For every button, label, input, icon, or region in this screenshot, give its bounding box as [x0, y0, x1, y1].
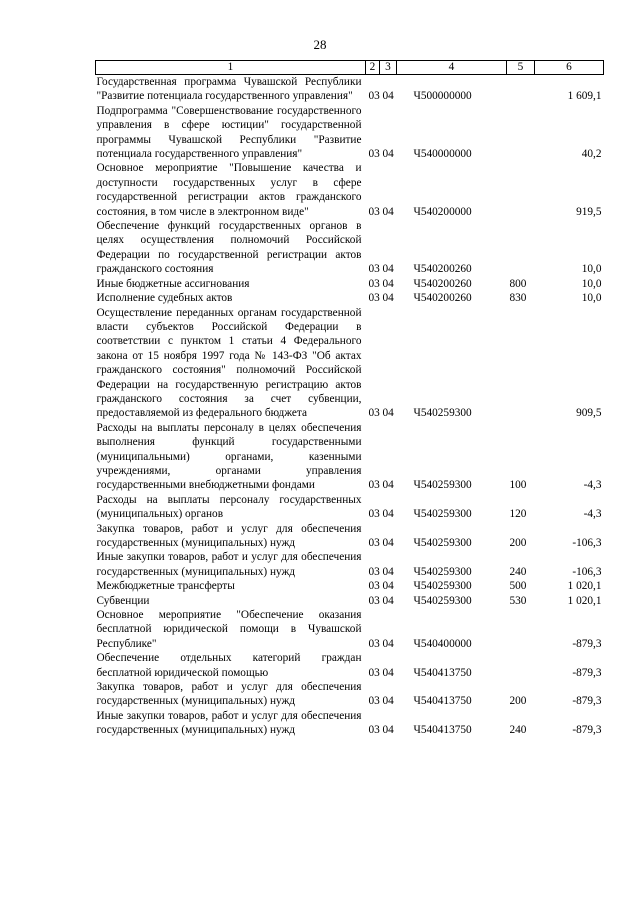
row-amount: 10,0	[581, 263, 602, 276]
row-name: Подпрограмма "Совершенствование государственного управления в сфере юстиции" государственной программы Чувашской Республики "Развитие потенциала государственного управления"	[96, 104, 362, 161]
row-amount: 10,0	[581, 292, 602, 305]
row-target-item-code: Ч540413750	[413, 695, 472, 708]
row-section-code: 03	[368, 508, 380, 521]
row-section-code: 03	[368, 292, 380, 305]
table-row	[96, 579, 604, 593]
row-subsection-code: 04	[382, 594, 394, 607]
row-subsection-code: 04	[382, 90, 394, 103]
row-name: Иные бюджетные ассигнования	[96, 277, 250, 290]
row-section-code: 03	[368, 537, 380, 549]
row-section-code: 03	[368, 263, 380, 276]
row-expense-type-code: 200	[509, 695, 527, 708]
table-body	[96, 75, 604, 738]
row-section-code: 03	[368, 594, 380, 607]
row-subsection-code: 04	[382, 695, 394, 708]
header-col-6: 6	[535, 61, 604, 75]
row-subsection-code: 04	[382, 637, 394, 650]
row-amount: 909,5	[576, 407, 602, 420]
table-row	[96, 522, 604, 551]
row-section-code: 03	[368, 695, 380, 708]
row-name: Иные закупки товаров, работ и услуг для обеспечения государственных (муниципальных) нужд	[96, 551, 362, 578]
row-expense-type-code	[507, 651, 535, 680]
row-section-code: 03	[368, 407, 380, 420]
row-amount: 40,2	[581, 148, 602, 161]
header-col-1: 1	[96, 61, 366, 75]
row-subsection-code: 04	[382, 666, 394, 679]
row-name: Основное мероприятие "Повышение качества и доступности государственных услуг в сфере государственной регистрации актов гражданского состояния, в том числе в электронном виде"	[96, 162, 362, 218]
row-section-code: 03	[368, 565, 380, 578]
row-target-item-code: Ч540000000	[413, 148, 472, 161]
row-target-item-code: Ч540200260	[413, 292, 472, 305]
table-row	[96, 421, 604, 493]
row-target-item-code: Ч540259300	[413, 508, 472, 521]
page-number: 28	[313, 37, 327, 52]
row-target-item-code: Ч540200260	[413, 277, 472, 290]
table-row	[96, 680, 604, 709]
row-name: Основное мероприятие "Обеспечение оказания бесплатной юридической помощи в Чувашской Республике"	[96, 609, 362, 650]
row-expense-type-code: 530	[509, 594, 527, 607]
table-row	[96, 651, 604, 680]
row-expense-type-code: 830	[509, 292, 527, 305]
row-subsection-code: 04	[382, 479, 394, 492]
row-name: Закупка товаров, работ и услуг для обеспечения государственных (муниципальных) нужд	[96, 522, 362, 549]
row-amount: -4,3	[583, 479, 602, 492]
table-row	[96, 219, 604, 277]
row-target-item-code: Ч540259300	[413, 479, 472, 492]
row-expense-type-code: 120	[509, 508, 527, 521]
row-amount: -879,3	[572, 666, 602, 679]
row-section-code: 03	[368, 277, 380, 290]
row-subsection-code: 04	[382, 724, 394, 737]
row-section-code: 03	[368, 205, 380, 218]
budget-table	[95, 60, 604, 738]
row-section-code: 03	[368, 148, 380, 161]
table-row	[96, 104, 604, 162]
row-expense-type-code: 500	[509, 580, 527, 593]
header-col-4: 4	[397, 61, 507, 75]
table-row	[96, 594, 604, 608]
row-target-item-code: Ч540200260	[413, 263, 472, 276]
row-amount: -879,3	[572, 695, 602, 708]
row-name: Осуществление переданных органам государственной власти субъектов Российской Федерации в соответствии с пунктом 1 статьи 4 Федерального закона от 15 ноября 1997 года № 143-ФЗ "Об актах гражданского состояния" полномочий Российской Федерации на государственную регистрацию актов гражданского состояния за счет субвенции, предоставляемой из федерального бюджета	[96, 306, 362, 420]
table-row	[96, 161, 604, 219]
row-target-item-code: Ч540259300	[413, 580, 472, 593]
row-target-item-code: Ч540413750	[413, 666, 472, 679]
table-row	[96, 75, 604, 104]
row-expense-type-code	[507, 219, 535, 277]
row-name: Закупка товаров, работ и услуг для обеспечения государственных (муниципальных) нужд	[96, 681, 362, 708]
row-amount: -879,3	[572, 724, 602, 737]
row-section-code: 03	[368, 479, 380, 492]
row-expense-type-code: 200	[509, 537, 527, 549]
row-subsection-code: 04	[382, 537, 394, 549]
row-expense-type-code: 240	[509, 724, 527, 737]
row-amount: -106,3	[572, 565, 602, 578]
row-subsection-code: 04	[382, 407, 394, 420]
header-col-5: 5	[507, 61, 535, 75]
row-section-code: 03	[368, 90, 380, 103]
row-name: Иные закупки товаров, работ и услуг для обеспечения государственных (муниципальных) нужд	[96, 709, 362, 737]
row-name: Обеспечение функций государственных органов в целях осуществления полномочий Российской Федерации по государственной регистрации актов гражданского состояния	[96, 220, 362, 276]
row-expense-type-code	[507, 306, 535, 421]
row-expense-type-code: 800	[509, 277, 527, 290]
row-amount: 1 020,1	[567, 580, 602, 593]
table-row	[96, 709, 604, 738]
row-expense-type-code	[507, 608, 535, 651]
row-amount: -4,3	[583, 508, 602, 521]
table-row	[96, 291, 604, 305]
row-section-code: 03	[368, 724, 380, 737]
header-col-3: 3	[380, 61, 397, 75]
row-expense-type-code: 100	[509, 479, 527, 492]
row-amount: 10,0	[581, 277, 602, 290]
row-subsection-code: 04	[382, 565, 394, 578]
row-subsection-code: 04	[382, 277, 394, 290]
row-name: Расходы на выплаты персоналу в целях обеспечения выполнения функций государственными (муниципальными) органами, казенными учреждениями, органами управления государственными внебюджетными фондами	[96, 421, 362, 492]
row-expense-type-code: 240	[509, 565, 527, 578]
table-row	[96, 608, 604, 651]
row-subsection-code: 04	[382, 292, 394, 305]
row-name: Межбюджетные трансферты	[96, 580, 235, 593]
row-subsection-code: 04	[382, 580, 394, 593]
row-subsection-code: 04	[382, 508, 394, 521]
table-row	[96, 277, 604, 291]
row-name: Обеспечение отдельных категорий граждан бесплатной юридической помощью	[96, 652, 362, 679]
table-header-row	[96, 61, 604, 75]
row-amount: 919,5	[576, 205, 602, 218]
row-target-item-code: Ч540259300	[413, 565, 472, 578]
row-target-item-code: Ч540400000	[413, 637, 472, 650]
row-expense-type-code	[507, 104, 535, 162]
row-name: Субвенции	[96, 594, 150, 607]
row-expense-type-code	[507, 75, 535, 104]
row-target-item-code: Ч540413750	[413, 724, 472, 737]
row-target-item-code: Ч540200000	[413, 205, 472, 218]
row-subsection-code: 04	[382, 263, 394, 276]
row-expense-type-code	[507, 161, 535, 219]
row-section-code: 03	[368, 666, 380, 679]
table-row	[96, 550, 604, 579]
row-subsection-code: 04	[382, 148, 394, 161]
row-target-item-code: Ч540259300	[413, 407, 472, 420]
row-name: Государственная программа Чувашской Республики "Развитие потенциала государственного управления"	[96, 76, 362, 103]
row-amount: -879,3	[572, 637, 602, 650]
row-section-code: 03	[368, 637, 380, 650]
table-row	[96, 493, 604, 522]
row-amount: -106,3	[572, 537, 602, 549]
table-row	[96, 306, 604, 421]
row-name: Исполнение судебных актов	[96, 292, 233, 305]
row-target-item-code: Ч540259300	[413, 594, 472, 607]
row-amount: 1 609,1	[567, 90, 602, 103]
header-col-2: 2	[366, 61, 380, 75]
row-name: Расходы на выплаты персоналу государственных (муниципальных) органов	[96, 493, 362, 521]
row-target-item-code: Ч540259300	[413, 537, 472, 549]
row-target-item-code: Ч500000000	[413, 90, 472, 103]
row-section-code: 03	[368, 580, 380, 593]
row-subsection-code: 04	[382, 205, 394, 218]
row-amount: 1 020,1	[567, 594, 602, 607]
